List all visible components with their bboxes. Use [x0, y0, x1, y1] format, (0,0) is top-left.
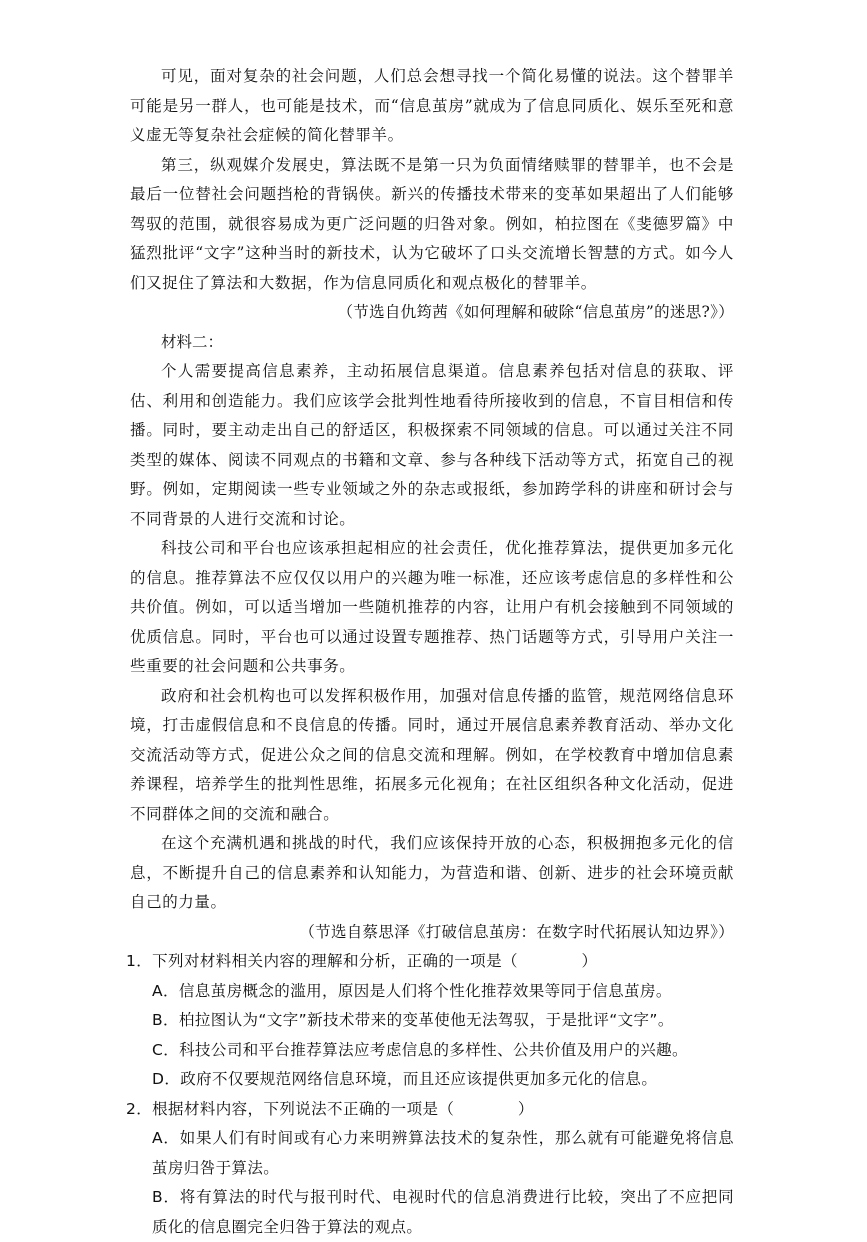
material1-paragraph-scapegoat: 可见，面对复杂的社会问题，人们总会想寻找一个简化易懂的说法。这个替罪羊可能是另一群人，也可能是技术，而“信息茧房”就成为了信息同质化、娱乐至死和意义虚无等复杂社会症候的简化替罪羊。	[130, 67, 734, 144]
material2-paragraph-conclusion: 在这个充满机遇和挑战的时代，我们应该保持开放的心态，积极拥抱多元化的信息，不断提升自己的信息素养和认知能力，为营造和谐、创新、进步的社会环境贡献自己的力量。	[130, 834, 734, 911]
document-page	[126, 62, 734, 1242]
question-1-option-b[interactable]: B．柏拉图认为“文字”新技术带来的变革使他无法驾驭，于是批评“文字”。	[152, 1011, 674, 1029]
material2-paragraph-government: 政府和社会机构也可以发挥积极作用，加强对信息传播的监管，规范网络信息环境，打击虚假信息和不良信息的传播。同时，通过开展信息素养教育活动、举办文化交流活动等方式，促进公众之间的信息交流和理解。例如，在学校教育中增加信息素养课程，培养学生的批判性思维，拓展多元化视角；在社区组织各种文化活动，促进不同群体之间的交流和融合。	[130, 686, 734, 823]
material1-source: （节选自仇筠茜《如何理解和破除“信息茧房”的迷思?》）	[337, 303, 734, 321]
material2-source: （节选自蔡思泽《打破信息茧房：在数字时代拓展认知边界》）	[299, 922, 734, 941]
material2-heading: 材料二：	[161, 332, 224, 351]
material1-paragraph-media-history: 第三，纵观媒介发展史，算法既不是第一只为负面情绪赎罪的替罪羊，也不会是最后一位替社会问题挡枪的背锅侠。新兴的传播技术带来的变革如果超出了人们能够驾驭的范围，就很容易成为更广泛问题的归咎对象。例如，柏拉图在《斐德罗篇》中猛烈批评“文字”这种当时的新技术，认为它破坏了口头交流增长智慧的方式。如今人们又捉住了算法和大数据，作为信息同质化和观点极化的替罪羊。	[130, 155, 734, 292]
question-2-option-b[interactable]: B．将有算法的时代与报刊时代、电视时代的信息消费进行比较，突出了不应把同质化的信息圈完全归咎于算法的观点。	[152, 1188, 734, 1236]
question-2-stem: 2．根据材料内容，下列说法不正确的一项是（ ）	[126, 1099, 534, 1118]
question-2-option-a[interactable]: A．如果人们有时间或有心力来明辨算法技术的复杂性，那么就有可能避免将信息茧房归咎于算法。	[152, 1129, 734, 1177]
material2-paragraph-platforms: 科技公司和平台也应该承担起相应的社会责任，优化推荐算法，提供更加多元化的信息。推荐算法不应仅仅以用户的兴趣为唯一标准，还应该考虑信息的多样性和公共价值。例如，可以适当增加一些随机推荐的内容，让用户有机会接触到不同领域的优质信息。同时，平台也可以通过设置专题推荐、热门话题等方式，引导用户关注一些重要的社会问题和公共事务。	[130, 539, 734, 675]
question-1-stem: 1．下列对材料相关内容的理解和分析，正确的一项是（ ）	[126, 952, 598, 970]
question-1-option-a[interactable]: A．信息茧房概念的滥用，原因是人们将个性化推荐效果等同于信息茧房。	[152, 981, 672, 1000]
question-1-option-d[interactable]: D．政府不仅要规范网络信息环境，而且还应该提供更加多元化的信息。	[152, 1070, 658, 1088]
material2-paragraph-individual: 个人需要提高信息素养，主动拓展信息渠道。信息素养包括对信息的获取、评估、利用和创造能力。我们应该学会批判性地看待所接收到的信息，不盲目相信和传播。同时，要主动走出自己的舒适区，积极探索不同领域的信息。可以通过关注不同类型的媒体、阅读不同观点的书籍和文章、参与各种线下活动等方式，拓宽自己的视野。例如，定期阅读一些专业领域之外的杂志或报纸，参加跨学科的讲座和研讨会与不同背景的人进行交流和讨论。	[130, 362, 734, 528]
question-1-option-c[interactable]: C．科技公司和平台推荐算法应考虑信息的多样性、公共价值及用户的兴趣。	[152, 1040, 688, 1059]
